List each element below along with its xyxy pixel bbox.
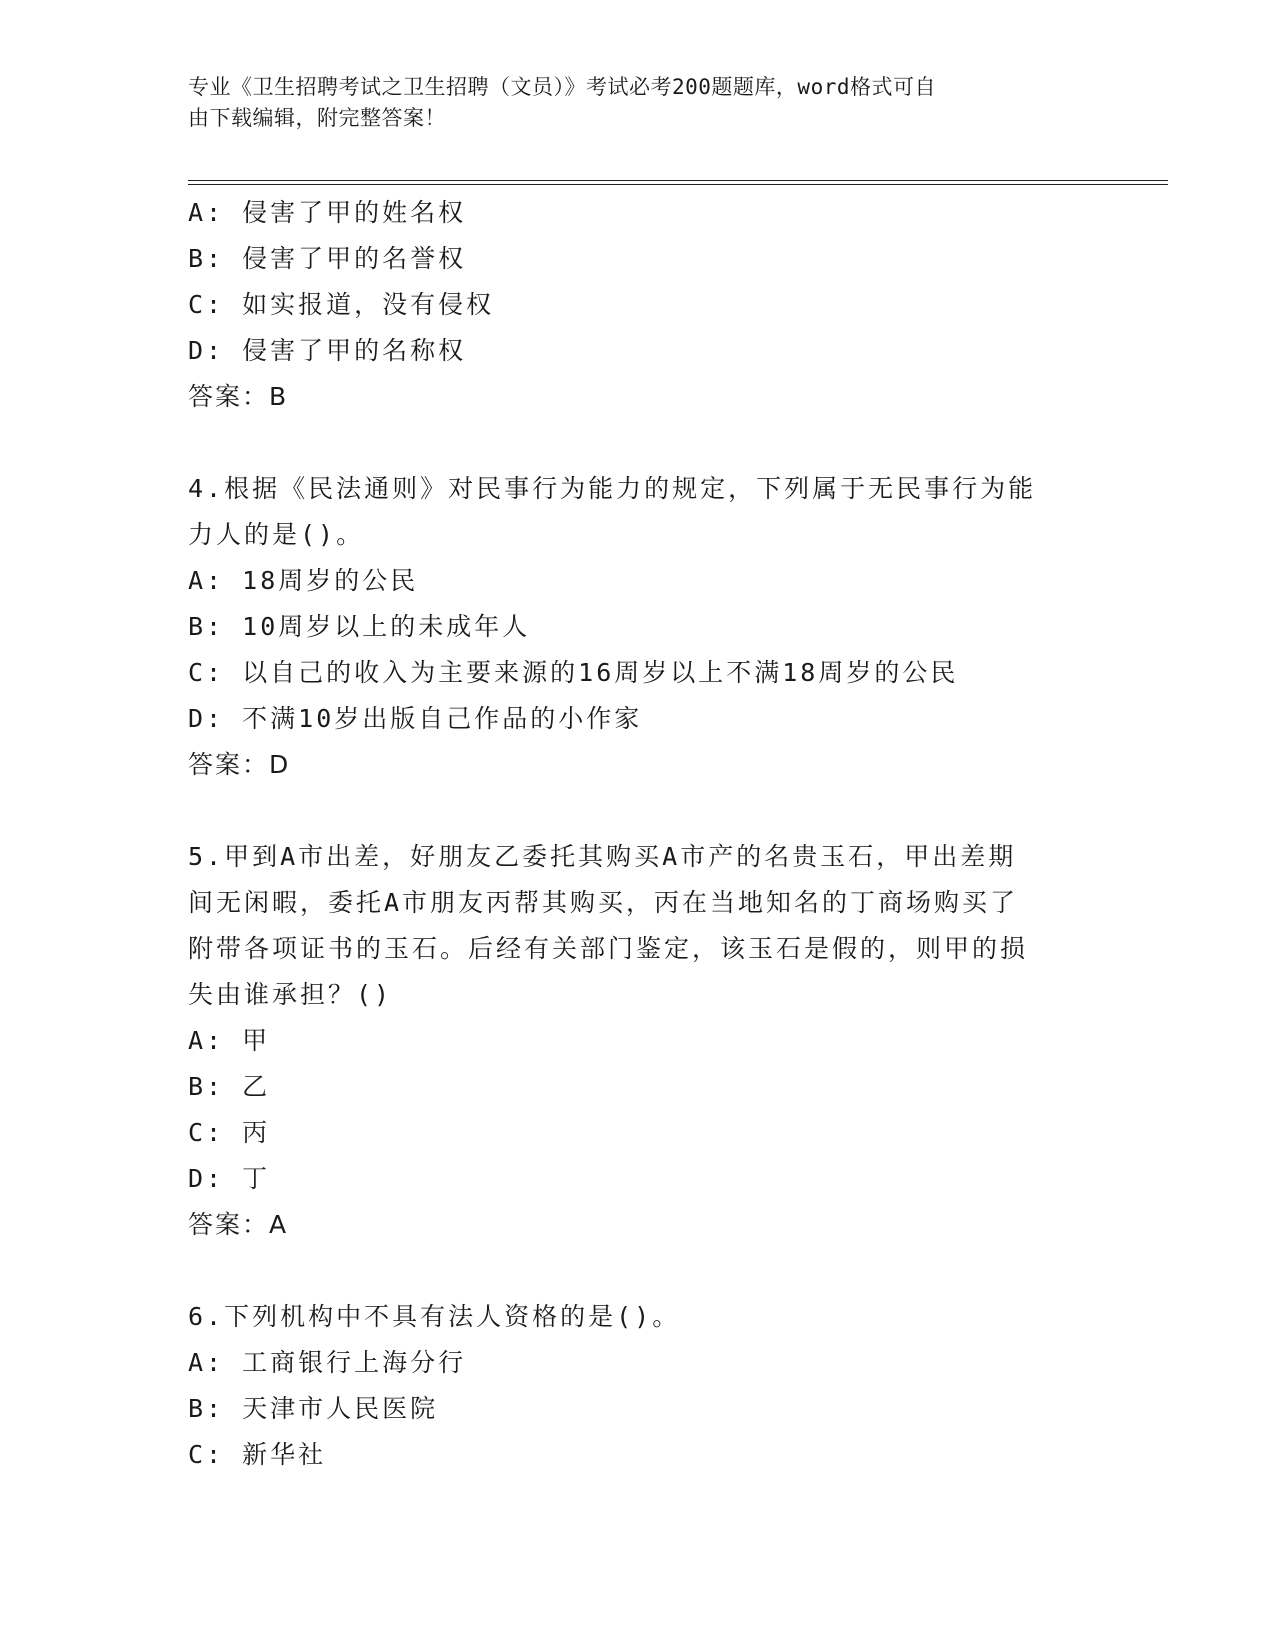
header-line-2: 由下载编辑，附完整答案！ xyxy=(188,106,446,130)
question-stem-line: 失由谁承担？() xyxy=(188,980,393,1009)
question-stem-line: 间无闲暇，委托A市朋友丙帮其购买，丙在当地知名的丁商场购买了 xyxy=(188,888,1019,917)
option-d: D: 丁 xyxy=(188,1164,271,1193)
question-stem-line: 力人的是()。 xyxy=(188,520,365,549)
option-d: D: 不满10岁出版自己作品的小作家 xyxy=(188,704,643,733)
header-line-1: 专业《卫生招聘考试之卫生招聘（文员）》考试必考200题题库，word格式可自 xyxy=(188,75,936,99)
option-c: C: 如实报道，没有侵权 xyxy=(188,290,495,319)
option-b: B: 侵害了甲的名誉权 xyxy=(188,244,467,273)
option-a: A: 工商银行上海分行 xyxy=(188,1348,467,1377)
option-c: C: 以自己的收入为主要来源的16周岁以上不满18周岁的公民 xyxy=(188,658,959,687)
option-a: A: 甲 xyxy=(188,1026,271,1055)
question-5 xyxy=(188,834,1088,1248)
question-6 xyxy=(188,1294,1088,1478)
option-d: D: 侵害了甲的名称权 xyxy=(188,336,467,365)
question-spacer xyxy=(188,1248,1088,1294)
answer-line: 答案：B xyxy=(188,382,289,411)
answer-line: 答案：A xyxy=(188,1210,289,1239)
question-stem-line: 6.下列机构中不具有法人资格的是()。 xyxy=(188,1302,681,1331)
option-c: C: 新华社 xyxy=(188,1440,327,1469)
option-c: C: 丙 xyxy=(188,1118,271,1147)
question-3 xyxy=(188,190,1088,420)
option-b: B: 乙 xyxy=(188,1072,271,1101)
question-spacer xyxy=(188,420,1088,466)
option-a: A: 18周岁的公民 xyxy=(188,566,419,595)
question-spacer xyxy=(188,788,1088,834)
question-stem-line: 4.根据《民法通则》对民事行为能力的规定，下列属于无民事行为能 xyxy=(188,474,1037,503)
document-header xyxy=(188,72,1078,134)
question-stem-line: 5.甲到A市出差，好朋友乙委托其购买A市产的名贵玉石，甲出差期 xyxy=(188,842,1017,871)
question-stem-line: 附带各项证书的玉石。后经有关部门鉴定，该玉石是假的，则甲的损 xyxy=(188,934,1029,963)
question-content xyxy=(188,190,1088,1478)
question-4 xyxy=(188,466,1088,788)
option-a: A: 侵害了甲的姓名权 xyxy=(188,198,467,227)
option-b: B: 10周岁以上的未成年人 xyxy=(188,612,531,641)
header-rule-bottom xyxy=(188,184,1168,185)
option-b: B: 天津市人民医院 xyxy=(188,1394,439,1423)
answer-line: 答案：D xyxy=(188,750,291,779)
header-rule-top xyxy=(188,180,1168,181)
